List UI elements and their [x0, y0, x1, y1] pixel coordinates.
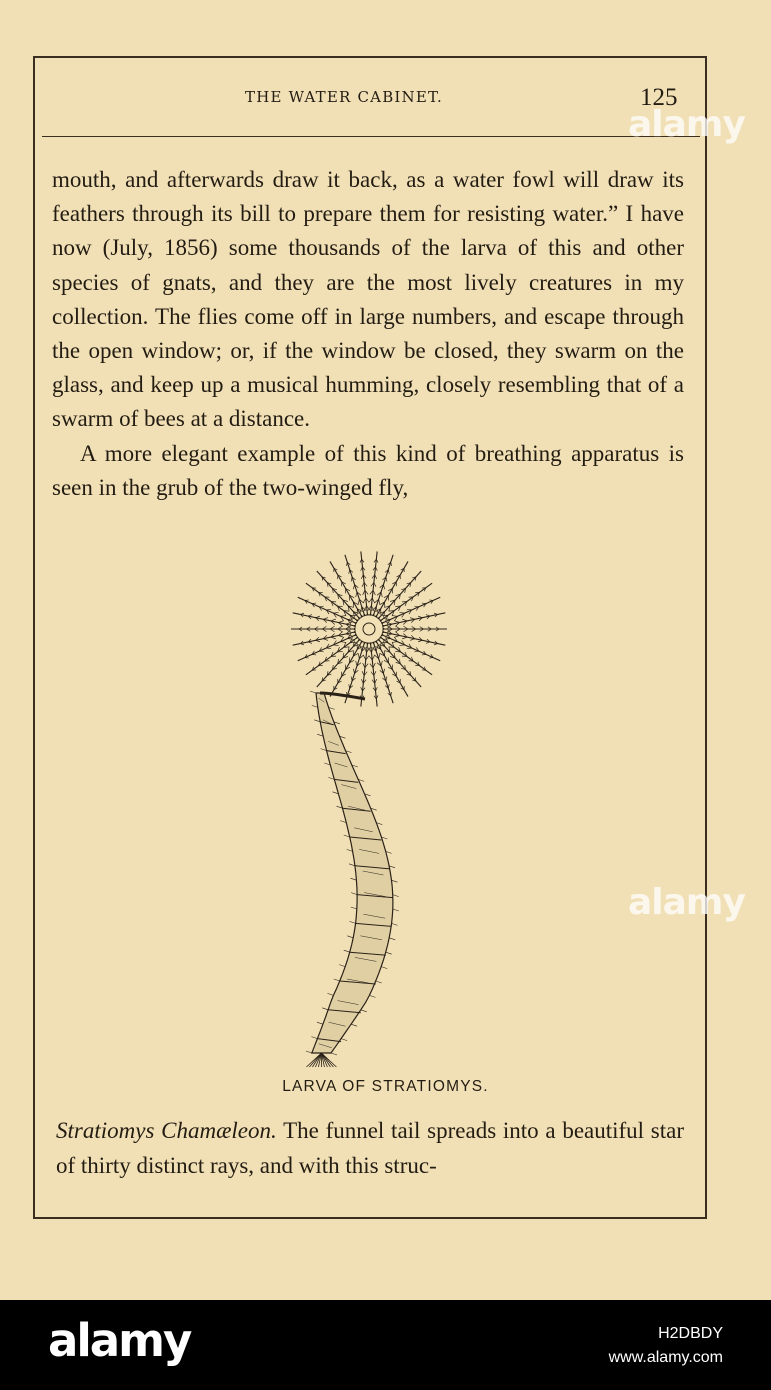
- tail-neck: [320, 693, 365, 699]
- ray-barb: [422, 603, 426, 604]
- figure-caption: LARVA OF STRATIOMYS.: [282, 1078, 489, 1095]
- ray-barb: [418, 640, 422, 642]
- ray-barb: [348, 619, 354, 620]
- ray-barb: [331, 619, 336, 621]
- star-center: [355, 615, 383, 643]
- running-head: THE WATER CABINET.: [245, 88, 444, 106]
- alamy-logo: alamy: [48, 1314, 191, 1367]
- body-bristle: [334, 979, 340, 981]
- body-bristle: [351, 893, 357, 895]
- ray-barb: [394, 621, 399, 623]
- watermark-banner: [0, 1300, 771, 1390]
- body-bristle: [381, 967, 387, 969]
- body-bristle: [393, 895, 399, 897]
- ray-barb: [308, 642, 312, 643]
- body-bristle: [344, 950, 350, 952]
- body-bristle: [393, 909, 399, 911]
- frame-bottom-rule: [33, 1217, 707, 1219]
- larva-tail-star: [291, 551, 447, 706]
- watermark-text: alamy: [628, 882, 745, 923]
- ray-barb: [426, 642, 430, 643]
- ray-barb: [373, 590, 375, 595]
- ray-barb: [338, 635, 343, 637]
- body-bristle: [392, 923, 398, 925]
- ray-barb: [394, 635, 399, 637]
- ray-barb: [358, 599, 359, 604]
- species-name: Stratiomys Chamæleon.: [56, 1118, 277, 1143]
- ray-barb: [356, 661, 357, 666]
- ray-barb: [373, 663, 375, 668]
- ray-barb: [353, 584, 354, 589]
- ray-barb: [348, 639, 354, 640]
- paragraph-2: A more elegant example of this kind of breathing apparatus is seen in the grub of the two-winged fly,: [52, 440, 684, 500]
- ray-barb: [372, 598, 374, 603]
- ray-barb: [376, 645, 377, 651]
- head-fringe: [315, 1053, 321, 1067]
- ray-barb: [340, 642, 346, 643]
- larva-illustration: [262, 543, 482, 1073]
- ray-barb: [407, 648, 412, 649]
- ray-barb: [300, 644, 304, 645]
- ray-barb: [312, 654, 316, 655]
- ray-barb: [383, 584, 384, 589]
- body-bristle: [312, 705, 318, 707]
- ray-barb: [353, 669, 354, 674]
- frame-right-rule: [705, 56, 707, 1219]
- body-bristle: [317, 1022, 323, 1024]
- ray-barb: [319, 606, 324, 607]
- ray-barb: [410, 618, 415, 620]
- ray-barb: [429, 600, 433, 601]
- body-bristle: [339, 965, 345, 967]
- ray-barb: [388, 570, 389, 574]
- body-bristle: [341, 1039, 347, 1041]
- ray-barb: [346, 562, 347, 566]
- body-bristle: [347, 936, 353, 938]
- body-bristle: [386, 952, 392, 954]
- frame-left-rule: [33, 56, 35, 1219]
- body-bristle: [327, 993, 333, 995]
- body-bristle: [376, 981, 382, 983]
- ray-barb: [386, 677, 387, 681]
- ray-barb: [326, 648, 331, 649]
- header-rule: [42, 136, 700, 137]
- ray-barb: [414, 651, 419, 652]
- ray-barb: [323, 618, 328, 620]
- ray-barb: [363, 598, 365, 603]
- ray-barb: [391, 692, 392, 696]
- body-bristle: [361, 1010, 367, 1012]
- ray-barb: [305, 600, 309, 601]
- ray-barb: [316, 616, 320, 618]
- image-id-block: [609, 1322, 723, 1370]
- body-bristle: [369, 995, 375, 997]
- ray-barb: [434, 613, 438, 614]
- body-bristle: [350, 921, 356, 923]
- ray-barb: [399, 645, 404, 646]
- body-bristle: [311, 1037, 317, 1039]
- ray-barb: [312, 603, 316, 604]
- ray-barb: [323, 639, 328, 641]
- ray-barb: [376, 607, 377, 613]
- ray-barb: [333, 645, 338, 646]
- ray-barb: [338, 621, 343, 623]
- ray-barb: [386, 577, 387, 581]
- ray-barb: [384, 639, 390, 640]
- ray-barb: [379, 653, 380, 658]
- ray-barb: [407, 609, 412, 610]
- ray-barb: [305, 658, 309, 659]
- body-bristle: [331, 1053, 337, 1055]
- ray-barb: [426, 615, 430, 616]
- ray-barb: [379, 599, 380, 604]
- body-bristle: [391, 880, 397, 882]
- ray-barb: [384, 619, 390, 620]
- body-bristle: [351, 907, 357, 909]
- continuation-text: [56, 1114, 684, 1183]
- ray-barb: [392, 642, 398, 643]
- ray-barb: [388, 684, 389, 688]
- ray-barb: [351, 577, 352, 581]
- ray-barb: [372, 655, 374, 660]
- ray-barb: [331, 637, 336, 639]
- body-bristle: [310, 691, 316, 693]
- body-text: [52, 163, 684, 505]
- ray-barb: [360, 645, 361, 651]
- ray-barb: [333, 612, 338, 613]
- ray-barb: [358, 653, 359, 658]
- ray-barb: [326, 609, 331, 610]
- ray-barb: [422, 654, 426, 655]
- ray-barb: [360, 607, 361, 613]
- ray-barb: [349, 684, 350, 688]
- ray-barb: [410, 639, 415, 641]
- larva-body: [306, 691, 399, 1067]
- ray-barb: [429, 658, 433, 659]
- watermark-text: alamy: [628, 104, 745, 145]
- body-bristle: [306, 1051, 312, 1053]
- ray-barb: [363, 663, 365, 668]
- ray-barb: [391, 562, 392, 566]
- ray-barb: [381, 592, 382, 597]
- ray-barb: [402, 637, 407, 639]
- body-bristle: [350, 878, 356, 880]
- body-bristle: [322, 1008, 328, 1010]
- ray-barb: [363, 590, 365, 595]
- ray-barb: [414, 606, 419, 607]
- ray-barb: [418, 616, 422, 618]
- ray-barb: [351, 677, 352, 681]
- body-outline: [312, 693, 393, 1053]
- image-id: H2DBDY: [658, 1325, 723, 1342]
- ray-barb: [383, 669, 384, 674]
- ray-barb: [340, 616, 346, 617]
- body-bristle: [351, 1024, 357, 1026]
- page-number: 125: [640, 84, 678, 111]
- body-bristle: [389, 938, 395, 940]
- continuation-body: The funnel tail spreads into a beautiful star of thirty distinct rays, and with this struc-: [56, 1118, 684, 1178]
- ray-barb: [356, 592, 357, 597]
- ray-barb: [399, 612, 404, 613]
- ray-barb: [434, 644, 438, 645]
- ray-barb: [300, 613, 304, 614]
- ray-barb: [363, 655, 365, 660]
- ray-barb: [349, 570, 350, 574]
- ray-barb: [316, 640, 320, 642]
- ray-barb: [319, 651, 324, 652]
- body-bristle: [349, 864, 355, 866]
- ray-barb: [392, 616, 398, 617]
- site-url: www.alamy.com: [608, 1349, 723, 1366]
- paragraph-1: mouth, and afterwards draw it back, as a water fowl will draw its feathers through its bill to prepare them for resisting water.” I have now (July, 1856) some thousands of the larva of this and other species of gnats, and they are the most lively creatures in my collection. The flies come off in large numbers, and escape through the open window; or, if the window be closed, they swarm on the glass, and keep up a musical humming, closely resembling that of a swarm of bees at a distance.: [52, 167, 684, 432]
- frame-top-rule: [33, 56, 707, 58]
- ray-barb: [308, 615, 312, 616]
- ray-barb: [381, 661, 382, 666]
- ray-barb: [402, 619, 407, 621]
